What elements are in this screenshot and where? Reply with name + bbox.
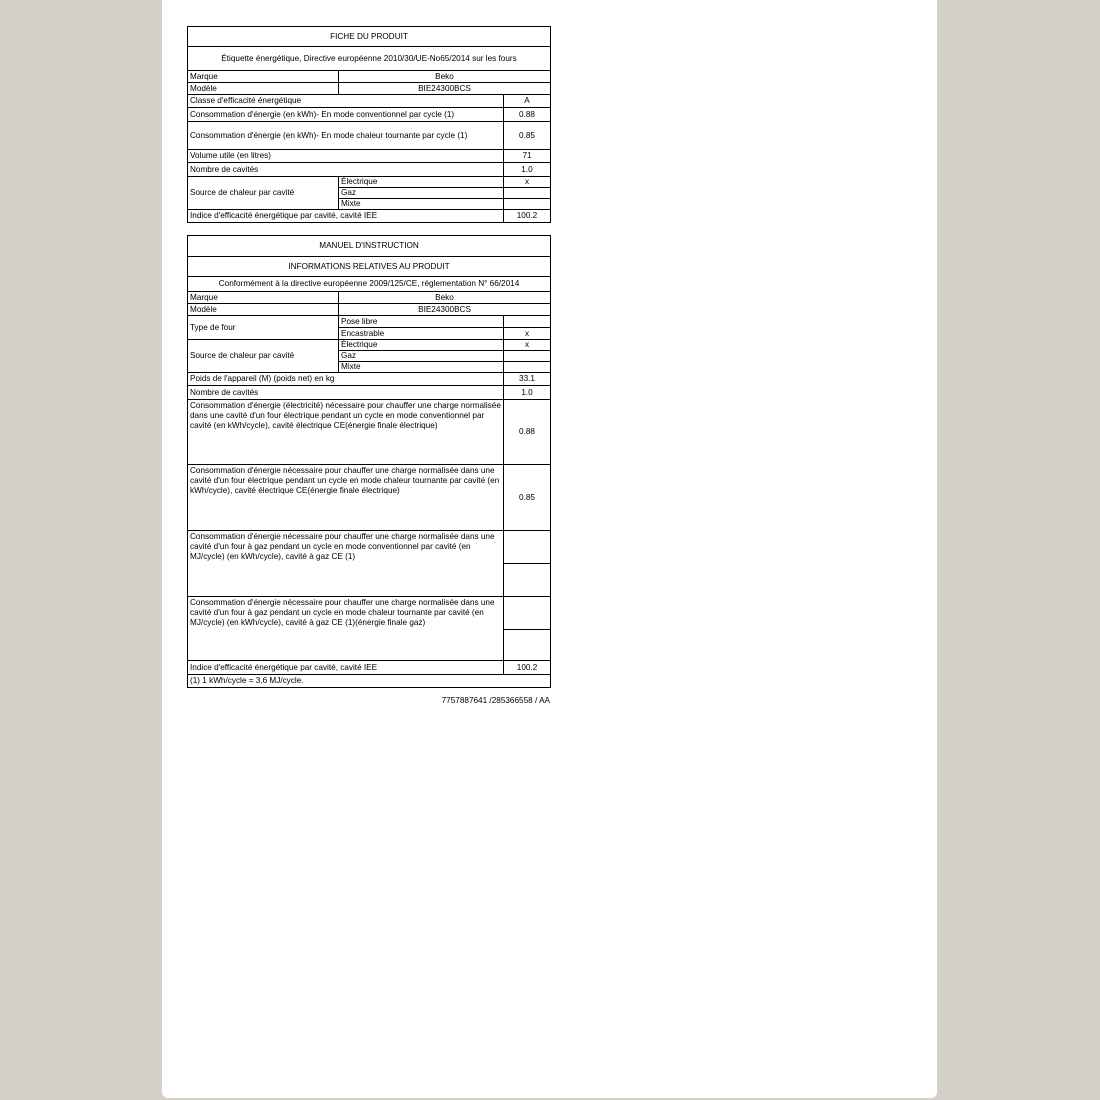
gaz-chal-label: Consommation d'énergie nécessaire pour chauffer une charge normalisée dans une cavité d'un four à gaz pendant un cycle en mode chaleur tournante par cavité (en MJ/cycle) (en kWh/cycle), cavité à gaz CE (1)(énergie finale gaz) [188,597,504,661]
cavites-value: 1.0 [504,386,551,400]
cavites-value: 1.0 [504,163,551,177]
marque-value: Beko [339,292,551,304]
type-enc-label: Encastrable [339,328,504,340]
gaz-chal-value-2 [504,630,551,661]
poids-label: Poids de l'appareil (M) (poids net) en kg [188,373,504,386]
modele-label: Modèle [188,304,339,316]
iee-label: Indice d'efficacité énergétique par cavité, cavité IEE [188,210,504,223]
source-elec-label: Électrique [339,177,504,188]
classe-value: A [504,95,551,108]
gaz-conv-label: Consommation d'énergie nécessaire pour chauffer une charge normalisée dans une cavité d'un four à gaz pendant un cycle en mode conventionnel par cavité (en MJ/cycle) (en kWh/cycle), cavité à gaz CE (1) [188,531,504,597]
cavites-label: Nombre de cavités [188,386,504,400]
volume-label: Volume utile (en litres) [188,150,504,163]
modele-label: Modèle [188,83,339,95]
classe-label: Classe d'efficacité énergétique [188,95,504,108]
document-reference-code: 7757887641 /285366558 / AA [441,696,550,705]
manuel-subtitle: INFORMATIONS RELATIVES AU PRODUIT [188,257,551,277]
ce-chal-value: 0.85 [504,465,551,531]
volume-value: 71 [504,150,551,163]
type-pose-label: Pose libre [339,316,504,328]
modele-value: BIE24300BCS [339,83,551,95]
gaz-conv-value-1 [504,531,551,564]
conversion-note: (1) 1 kWh/cycle = 3,6 MJ/cycle. [188,675,551,688]
manuel-directive: Conformément à la directive européenne 2009/125/CE, réglementation N° 66/2014 [188,277,551,292]
source-label: Source de chaleur par cavité [188,340,339,373]
source-label: Source de chaleur par cavité [188,177,339,210]
conso-conv-value: 0.88 [504,108,551,122]
source-gaz-label: Gaz [339,351,504,362]
manuel-instruction-table [187,235,551,688]
gaz-chal-value-1 [504,597,551,630]
source-elec-label: Électrique [339,340,504,351]
source-elec-value: x [504,340,551,351]
ce-conv-value: 0.88 [504,400,551,465]
poids-value: 33.1 [504,373,551,386]
source-elec-value: x [504,177,551,188]
source-gaz-value [504,188,551,199]
manuel-title: MANUEL D'INSTRUCTION [188,236,551,257]
marque-value: Beko [339,71,551,83]
iee-value: 100.2 [504,210,551,223]
iee-label: Indice d'efficacité énergétique par cavité, cavité IEE [188,661,504,675]
cavites-label: Nombre de cavités [188,163,504,177]
fiche-produit-table [187,26,551,223]
marque-label: Marque [188,292,339,304]
type-label: Type de four [188,316,339,340]
marque-label: Marque [188,71,339,83]
fiche-title: FICHE DU PRODUIT [188,27,551,47]
iee-value: 100.2 [504,661,551,675]
type-pose-value [504,316,551,328]
source-mixte-value [504,362,551,373]
modele-value: BIE24300BCS [339,304,551,316]
gaz-conv-value-2 [504,564,551,597]
conso-chal-label: Consommation d'énergie (en kWh)- En mode chaleur tournante par cycle (1) [188,122,504,150]
source-mixte-label: Mixte [339,199,504,210]
source-mixte-label: Mixte [339,362,504,373]
conso-chal-value: 0.85 [504,122,551,150]
conso-conv-label: Consommation d'énergie (en kWh)- En mode conventionnel par cycle (1) [188,108,504,122]
fiche-subtitle: Étiquette énergétique, Directive européenne 2010/30/UE-No65/2014 sur les fours [188,47,551,71]
ce-conv-label: Consommation d'énergie (électricité) nécessaire pour chauffer une charge normalisée dans une cavité d'un four électrique pendant un cycle en mode conventionnel par cavité (en kWh/cycle), cavité électrique CE(énergie finale électrique) [188,400,504,465]
type-enc-value: x [504,328,551,340]
document-page [162,0,937,1098]
source-mixte-value [504,199,551,210]
source-gaz-value [504,351,551,362]
ce-chal-label: Consommation d'énergie nécessaire pour chauffer une charge normalisée dans une cavité d'un four électrique pendant un cycle en mode chaleur tournante par cavité (en kWh/cycle), cavité électrique CE(énergie finale électrique) [188,465,504,531]
source-gaz-label: Gaz [339,188,504,199]
